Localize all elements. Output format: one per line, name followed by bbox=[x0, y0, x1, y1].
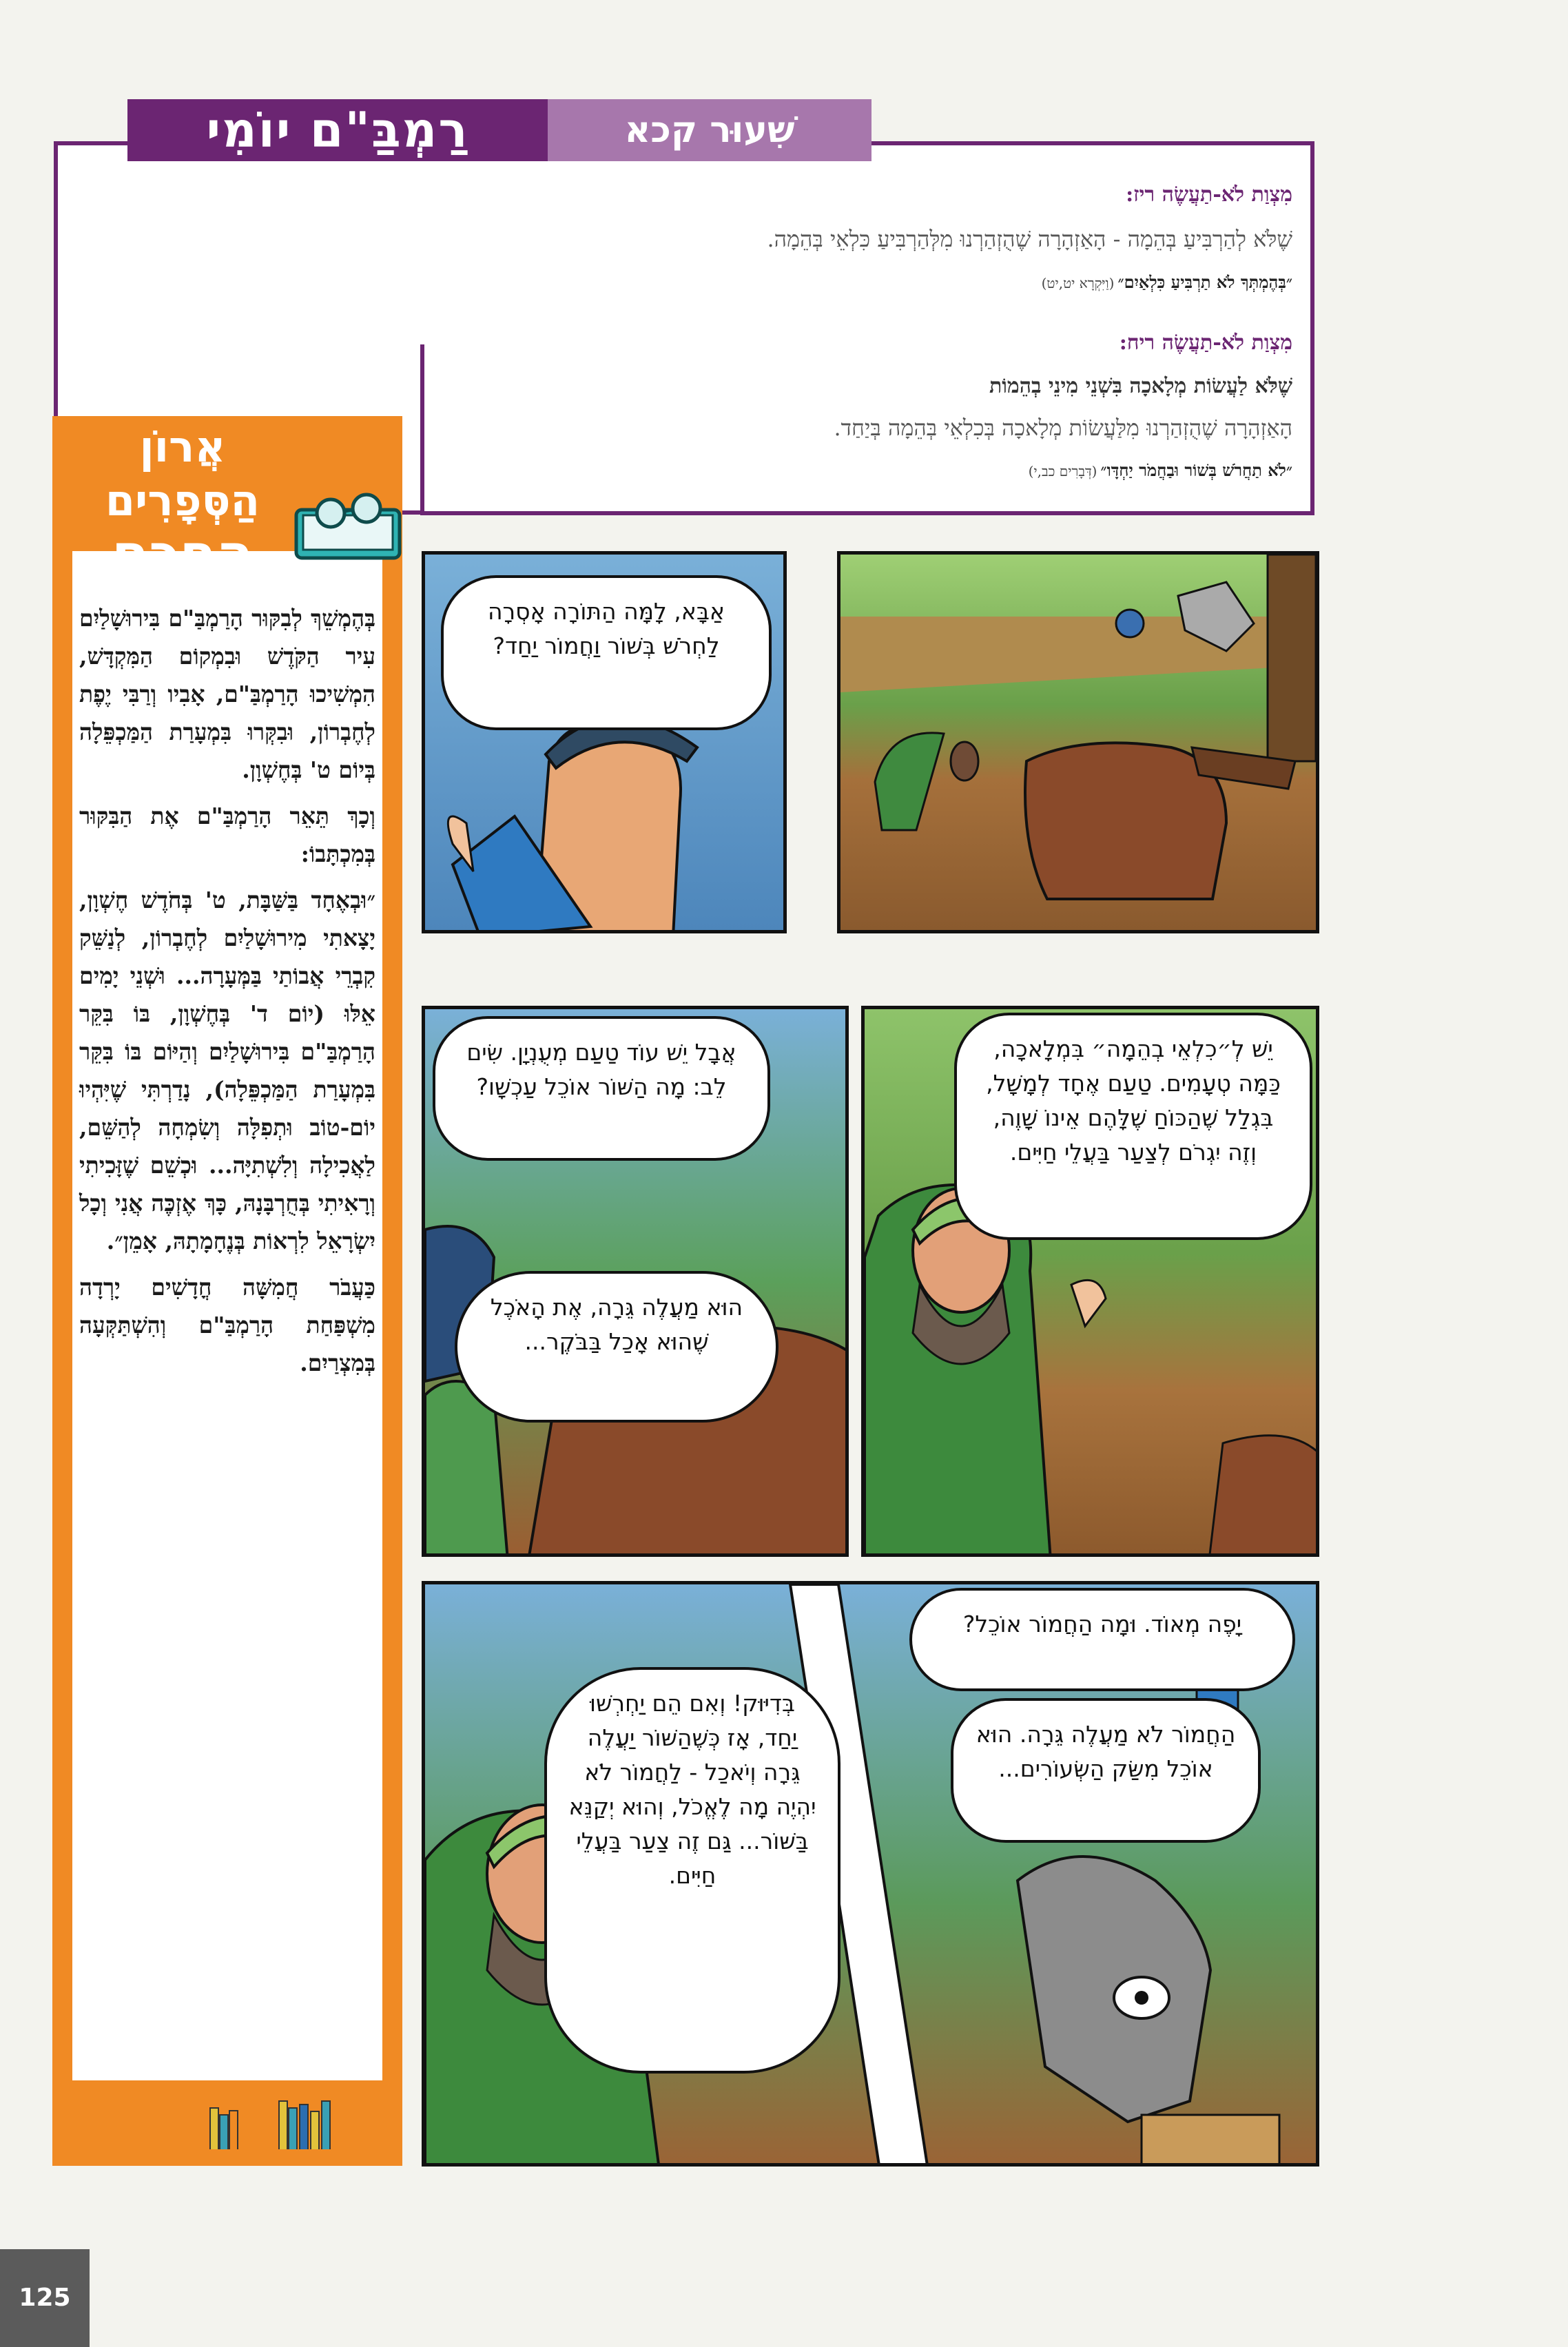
mitzvah-1-title: מִצְוַת לֹא-תַעֲשֶׂה ריז: bbox=[1126, 183, 1292, 207]
bookshelf-illustration bbox=[72, 2080, 382, 2163]
sidebar-title bbox=[65, 420, 300, 586]
speech-bubble: יֵשׁ לְ״כִלְאֵי בְהֵמָה״ בִּמְלָאכָה, כַּמָּה טְעָמִים. טַעַם אֶחָד לְמָשָׁל, בִּגְלַל שֶׁהַכּוֹחַ שֶׁלָּהֶם אֵינוֹ שָׁוֶה, וְזֶה יִגְרֹם לְצַעַר בַּעֲלֵי חַיִּים. bbox=[954, 1013, 1312, 1240]
sidebar-paragraph: בְּהֶמְשֵׁךְ לְבִקּוּר הָרַמְבַּ"ם בִּירוּשָׁלַיִם עִיר הַקֹּדֶשׁ וּבִמְקוֹם הַמִּקְדָּשׁ, הִמְשִׁיכוּ הָרַמְבַּ"ם, אָבִיו וְרַבִּי יֶפֶת לְחֶבְרוֹן, וּבִקְּרוּ בִּמְעָרַת הַמַּכְפֵּלָה בְּיוֹם ט' בְּחֶשְׁוָן. bbox=[79, 605, 375, 783]
sidebar-paragraph: ״וּבְאֶחָד בַּשַּׁבָּת, ט' בְּחֹדֶשׁ חֶשְׁוָן, יָצָאתִי מִירוּשָׁלַיִם לְחֶבְרוֹן, לְנַשֵּׁק קִבְרֵי אֲבוֹתַי בַּמְּעָרָה... וּשְׁנֵי יָמִים אֵלּוּ (יוֹם ד' בְּחֶשְׁוָן, בּוֹ בִּקֵּר הָרַמְבַּ"ם בִּירוּשָׁלַיִם וְהַיּוֹם בּוֹ בִּקֵּר בִּמְעָרַת הַמַּכְפֵּלָה), נָדַרְתִּי שֶׁיִּהְיוּ יוֹם-טוֹב וּתְפִלָּה וְשִׂמְחָה לְהַשֵּׁם, לַאֲכִילָה וְלִשְׁתִיָּה... וּכְשֵׁם שֶׁזָּכִיתִי וְרָאִיתִי בְּחֻרְבָּנָהּ, כָּךְ אֶזְכֶּה אֲנִי וְכָל יִשְׂרָאֵל לִרְאוֹת בְּנֶחָמָתָהּ, אָמֵן״. bbox=[79, 887, 375, 1254]
speech-bubble: הוּא מַעֲלֶה גֵּרָה, אֶת הָאֹכֶל שֶׁהוּא אָכַל בַּבֹּקֶר... bbox=[455, 1271, 778, 1423]
mitzvah-2-text: הָאַזְהָרָה שֶׁהֻזְהַרְנוּ מִלַּעֲשׂוֹת מְלָאכָה בְּכִלְאֵי בְּהֵמָה בְּיַחַד. bbox=[834, 415, 1292, 441]
page-title: רַמְבַּ"ם יוֹמִי bbox=[127, 99, 548, 161]
mitzvah-2-source: (דְּבָרִים כב,י) bbox=[1028, 463, 1097, 479]
comic-panel-2 bbox=[837, 551, 1319, 933]
sidebar-paragraph: כַּעֲבֹר חֲמִשָּׁה חֳדָשִׁים יָרְדָה מִשְׁפַּחַת הָרַמְבַּ"ם וְהִשְׁתַּקְּעָה בְּמִצְרַיִם. bbox=[79, 1274, 375, 1376]
mitzvah-1-source: (וַיִּקְרָא יט,יט) bbox=[1041, 275, 1115, 291]
sidebar-title-line1: אֲרוֹן הַסְּפָרִים bbox=[105, 422, 260, 526]
speech-bubble: הַחֲמוֹר לֹא מַעֲלֶה גֵּרָה. הוּא אוֹכֵל מִשַּׂק הַשְּׂעוֹרִים... bbox=[951, 1698, 1261, 1843]
speech-bubble: יָפֶה מְאוֹד. וּמָה הַחֲמוֹר אוֹכֵל? bbox=[909, 1588, 1295, 1691]
mitzvah-1-verse: ״בְּהֶמְתְּךָ לֹא תַרְבִּיעַ כִּלְאַיִם״ bbox=[1117, 272, 1292, 292]
mitzvah-1-verse-line bbox=[1042, 272, 1292, 293]
speech-bubble: בְּדִיּוּק! וְאִם הֵם יַחְרְשׁוּ יַחַד, אָז כְּשֶׁהַשּׁוֹר יַעֲלֶה גֵּרָה וְיֹאכַל - לַחֲמוֹר לֹא יִהְיֶה מָה לֶאֱכֹל, וְהוּא יְקַנֵּא בַּשּׁוֹר... גַּם זֶה צַעַר בַּעֲלֵי חַיִּים. bbox=[544, 1667, 840, 2074]
sidebar-paragraph: וְכָךְ תֵּאֵר הָרַמְבַּ"ם אֶת הַבִּקּוּר בְּמִכְתָּבוֹ: bbox=[79, 803, 375, 867]
speech-bubble: אַבָּא, לָמָּה הַתּוֹרָה אָסְרָה לַחְרֹשׁ בְּשׁוֹר וַחֲמוֹר יַחַד? bbox=[441, 575, 772, 730]
mitzvah-2-subtitle: שֶׁלֹּא לַעֲשׂוֹת מְלָאכָה בִּשְׁנֵי מִינֵי בְהֵמוֹת bbox=[989, 374, 1292, 398]
page-number: 125 bbox=[0, 2249, 90, 2347]
sidebar-title-line2: הֶחָכָם bbox=[112, 524, 254, 586]
sidebar-text bbox=[79, 599, 375, 1390]
speech-bubble: אֲבָל יֵשׁ עוֹד טַעַם מְעֻנְיָן. שִׂים לֵב: מָה הַשּׁוֹר אוֹכֵל עַכְשָׁו? bbox=[433, 1016, 770, 1161]
mitzvah-2-verse-line bbox=[1029, 460, 1292, 481]
mitzvah-2-title: מִצְוַת לֹא-תַעֲשֶׂה ריח: bbox=[1119, 331, 1292, 355]
mitzvah-2-verse: ״לֹא תַחֲרֹשׁ בְּשׁוֹר וּבַחֲמֹר יַחְדָּו״ bbox=[1100, 460, 1292, 480]
mitzvah-1-text: שֶׁלֹּא לְהַרְבִּיעַ בְּהֵמָה - הָאַזְהָרָה שֶׁהֻזְהַרְנוּ מִלְּהַרְבִּיעַ כִּלְאֵי בְּהֵמָה. bbox=[767, 226, 1292, 252]
plowing-scene-illustration bbox=[840, 555, 1319, 933]
lesson-label: שִׁעוּר קכא bbox=[548, 99, 871, 161]
glasses-book-icon bbox=[282, 475, 413, 572]
